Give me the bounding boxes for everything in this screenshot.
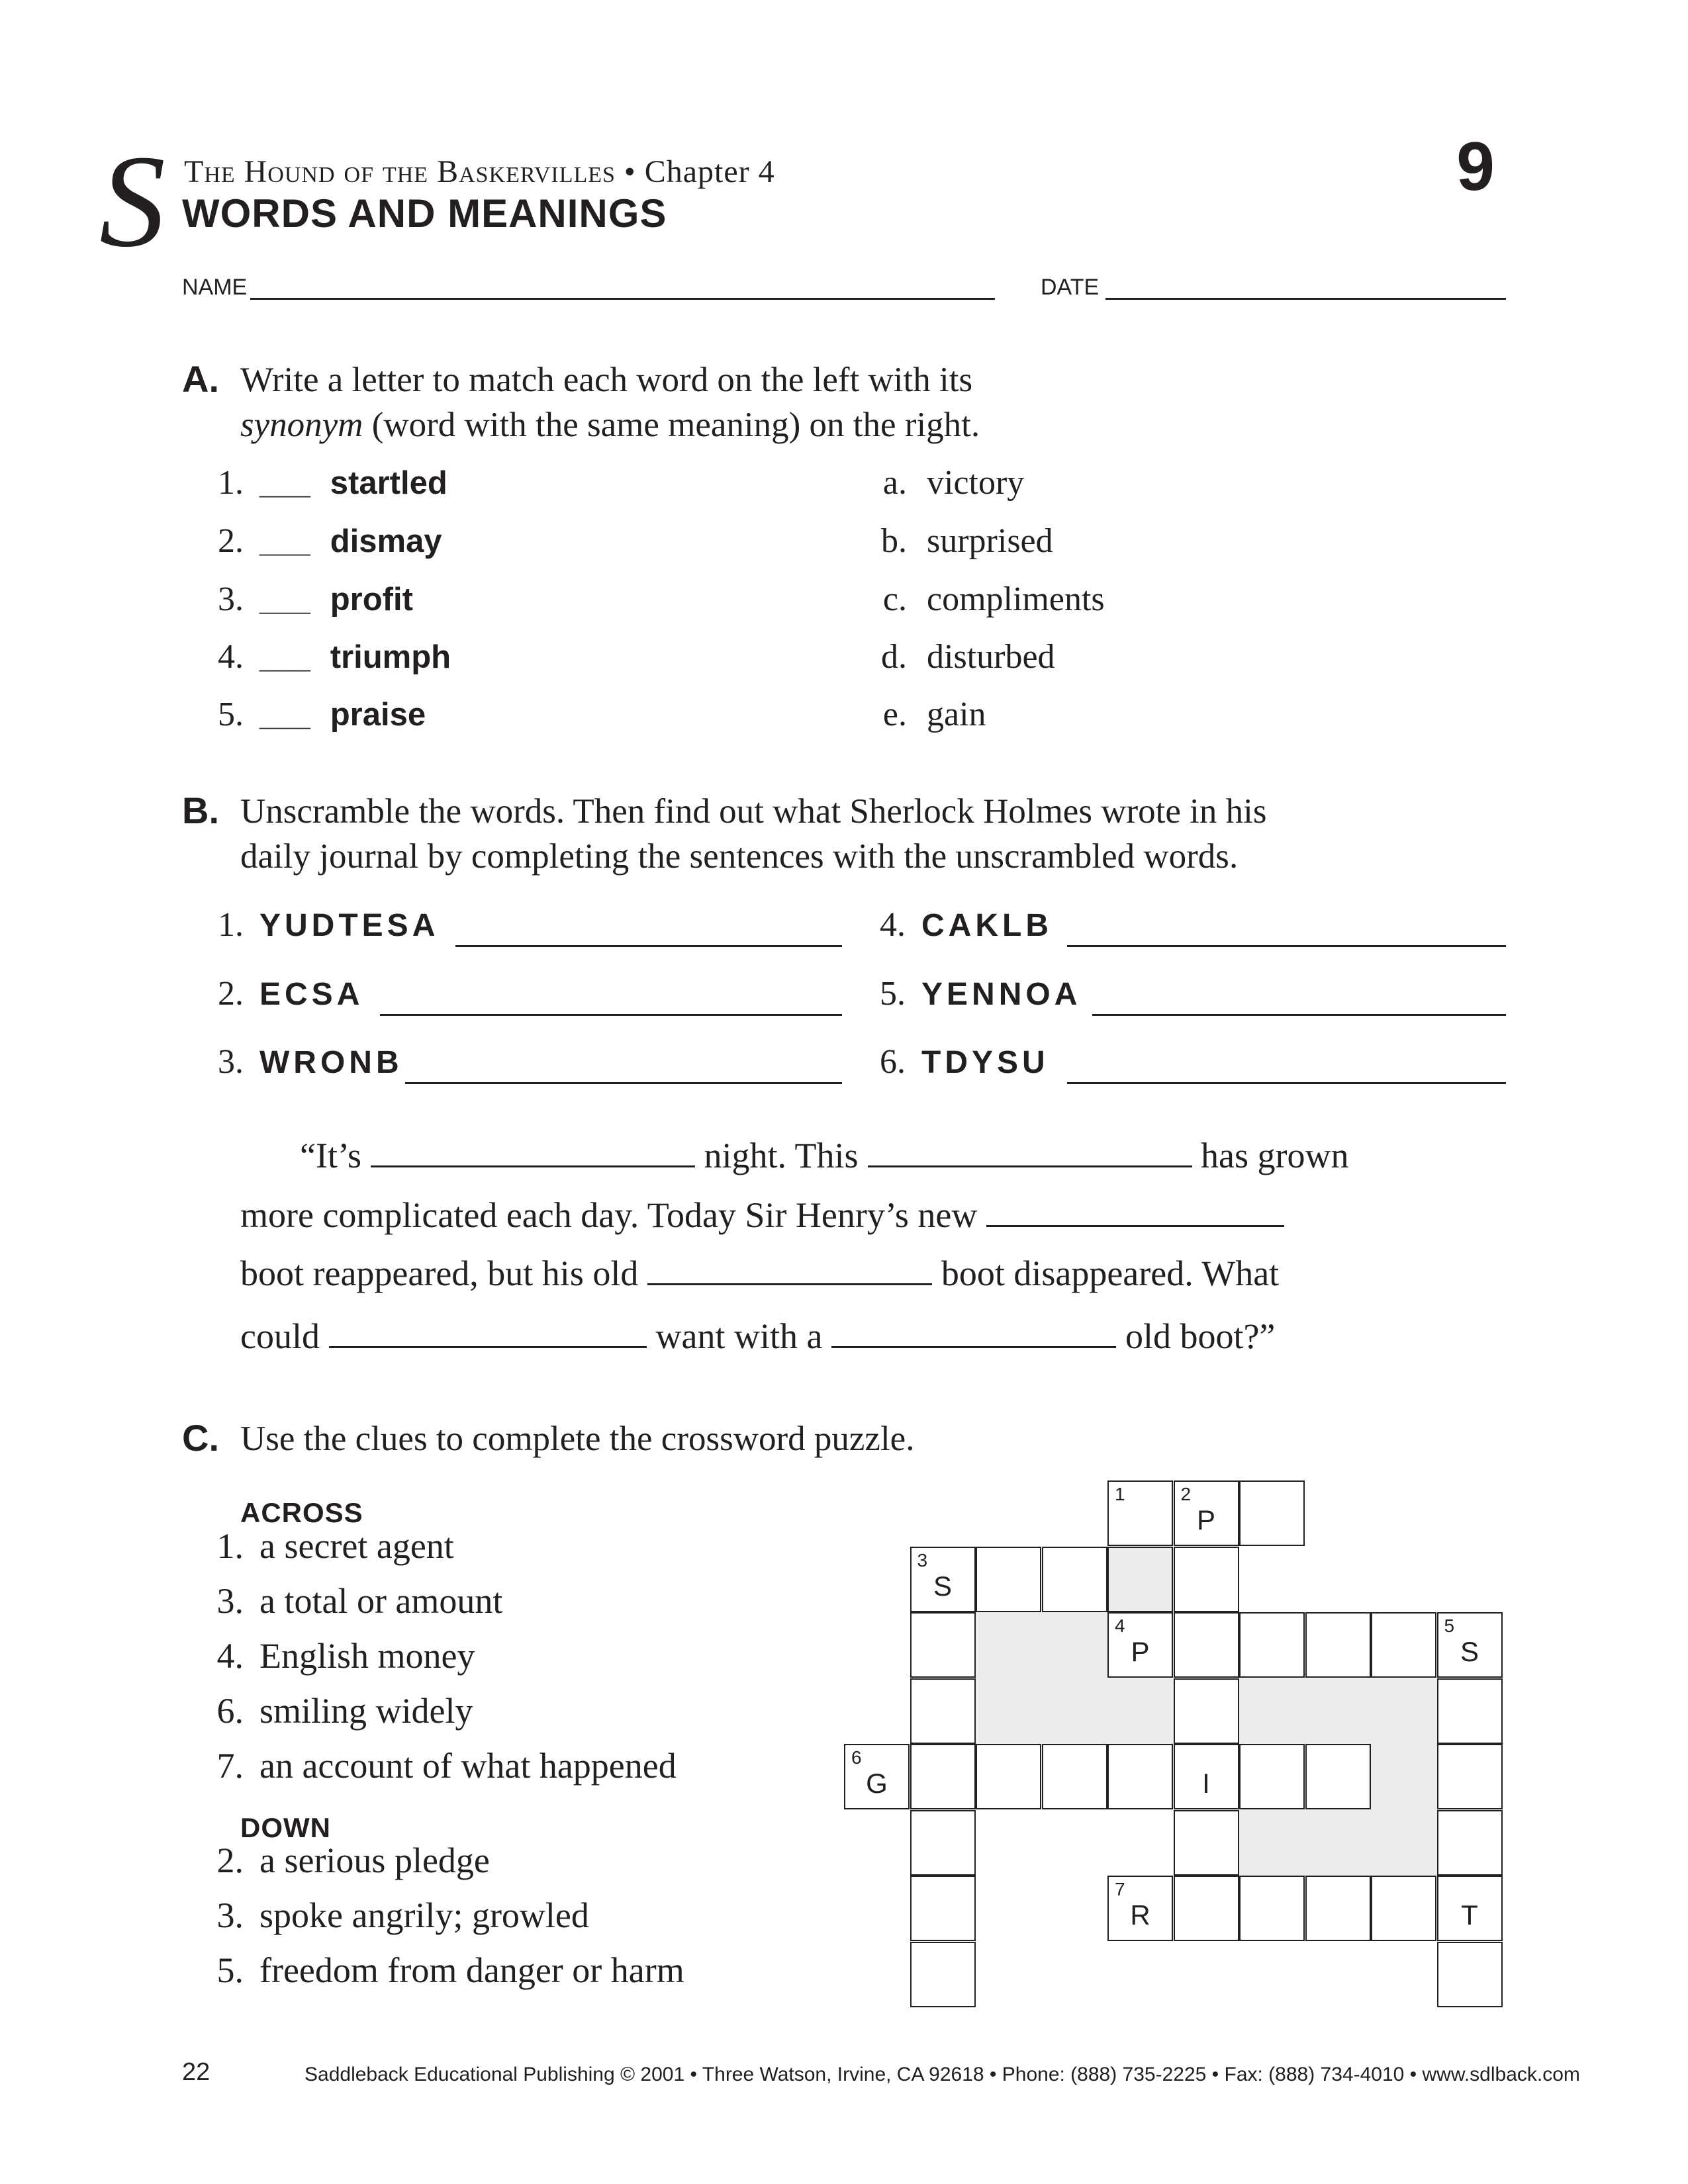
answer-line[interactable]: [380, 1014, 842, 1016]
name-field[interactable]: [250, 298, 995, 300]
crossword-cell[interactable]: [1437, 1876, 1503, 1941]
clue-number: 3.: [216, 1895, 244, 1935]
clue-row: [192, 1690, 473, 1731]
clue-number: 5.: [216, 1950, 244, 1990]
answer-blank[interactable]: ___: [259, 466, 310, 500]
paragraph-line: [240, 1195, 1284, 1236]
match-word: triumph: [330, 639, 451, 675]
answer-line[interactable]: [1067, 1082, 1506, 1084]
item-number: 1.: [218, 464, 244, 502]
scrambled-word: ECSA: [259, 977, 364, 1012]
paragraph-text: “It’s: [300, 1136, 361, 1175]
choice-text: surprised: [927, 522, 1053, 560]
shaded-area: [1239, 1678, 1437, 1745]
answer-blank[interactable]: ___: [259, 524, 310, 559]
clue-number: 3.: [216, 1581, 244, 1621]
crossword-cell[interactable]: [1042, 1547, 1107, 1612]
cell-letter: S: [933, 1570, 952, 1602]
item-number: 4.: [880, 906, 906, 944]
crossword-cell[interactable]: [910, 1810, 976, 1876]
crossword-cell[interactable]: [1107, 1876, 1173, 1941]
date-field[interactable]: [1105, 298, 1506, 300]
crossword-cell[interactable]: [1437, 1612, 1503, 1678]
choice-row: [867, 580, 1105, 619]
match-word: dismay: [330, 523, 442, 559]
answer-line[interactable]: [455, 945, 842, 947]
choice-letter: a.: [882, 464, 907, 502]
crossword-cell[interactable]: [1107, 1547, 1173, 1612]
paragraph-line: [300, 1135, 1349, 1176]
cell-letter: S: [1460, 1636, 1479, 1667]
section-a-line2-text: (word with the same meaning) on the right.: [363, 406, 980, 444]
fill-blank[interactable]: [371, 1135, 695, 1167]
clue-row: [192, 1950, 684, 1991]
answer-line[interactable]: [1092, 1014, 1506, 1016]
crossword-cell[interactable]: [910, 1678, 976, 1744]
crossword-cell[interactable]: [1437, 1678, 1503, 1744]
choice-letter: e.: [882, 696, 907, 733]
match-word: praise: [330, 697, 426, 733]
clue-text: English money: [259, 1636, 475, 1676]
crossword-cell[interactable]: [1174, 1612, 1239, 1678]
crossword-cell[interactable]: [1239, 1612, 1305, 1678]
clue-text: an account of what happened: [259, 1746, 677, 1786]
crossword-cell[interactable]: [1042, 1744, 1107, 1809]
chapter-label: • Chapter 4: [615, 154, 775, 189]
crossword-cell[interactable]: [1239, 1480, 1305, 1546]
match-row: [192, 695, 426, 734]
item-number: 6.: [880, 1043, 906, 1081]
clue-number: 1.: [216, 1526, 244, 1566]
fill-blank[interactable]: [868, 1135, 1192, 1167]
crossword-cell[interactable]: [1305, 1876, 1371, 1941]
scramble-row: [854, 974, 1081, 1013]
item-number: 2.: [218, 522, 244, 560]
clue-row: [192, 1635, 475, 1676]
section-a-letter: A.: [182, 358, 219, 400]
clue-text: a serious pledge: [259, 1841, 490, 1880]
across-heading: ACROSS: [240, 1497, 363, 1528]
scrambled-word: TDYSU: [921, 1045, 1049, 1080]
section-c-instructions: Use the clues to complete the crossword puzzle.: [240, 1420, 915, 1458]
choice-text: gain: [927, 696, 986, 733]
synonym-term: synonym: [240, 406, 363, 444]
down-heading: DOWN: [240, 1812, 331, 1843]
crossword-cell[interactable]: [1107, 1480, 1173, 1546]
match-word: startled: [330, 465, 447, 501]
clue-text: smiling widely: [259, 1691, 473, 1731]
cell-letter: I: [1202, 1768, 1210, 1799]
crossword-cell[interactable]: [910, 1876, 976, 1941]
crossword-cell[interactable]: [1174, 1744, 1239, 1809]
fill-blank[interactable]: [329, 1316, 647, 1348]
paragraph-text: has grown: [1192, 1136, 1349, 1175]
answer-blank[interactable]: ___: [259, 640, 310, 674]
crossword-cell[interactable]: [1174, 1547, 1239, 1612]
paragraph-text: boot reappeared, but his old: [240, 1253, 639, 1293]
clue-row: [192, 1525, 454, 1567]
clue-text: a secret agent: [259, 1526, 454, 1566]
clue-text: a total or amount: [259, 1581, 503, 1621]
clue-number: 6.: [216, 1691, 244, 1731]
book-title: The Hound of the Baskervilles: [184, 154, 616, 189]
section-a-line2: [240, 402, 980, 447]
answer-line[interactable]: [405, 1082, 842, 1084]
clue-row: [192, 1745, 677, 1786]
crossword-cell[interactable]: [1239, 1744, 1305, 1809]
choice-letter: d.: [881, 638, 907, 676]
crossword-cell[interactable]: [1305, 1744, 1371, 1809]
scramble-row: [192, 974, 363, 1013]
answer-line[interactable]: [1067, 945, 1506, 947]
match-row: [192, 463, 447, 502]
item-number: 2.: [218, 975, 244, 1013]
section-a-instructions: [240, 357, 980, 447]
scramble-row: [192, 1042, 403, 1081]
crossword-cell[interactable]: [1174, 1480, 1239, 1546]
clue-row: [192, 1840, 490, 1881]
cell-letter: R: [1130, 1899, 1150, 1931]
choice-row: [867, 695, 986, 734]
choice-row: [867, 463, 1024, 502]
choice-row: [867, 637, 1055, 676]
answer-blank[interactable]: ___: [259, 582, 310, 617]
page-number: 22: [182, 2058, 211, 2086]
fill-blank[interactable]: [831, 1316, 1116, 1348]
section-b-line2: daily journal by completing the sentences with the unscrambled words.: [240, 837, 1239, 876]
scramble-row: [854, 1042, 1049, 1081]
section-b-letter: B.: [182, 790, 219, 831]
match-row: [192, 580, 413, 619]
paragraph-text: boot disappeared. What: [932, 1253, 1280, 1293]
paragraph-text: could: [240, 1316, 320, 1356]
paragraph-text: more complicated each day. Today Sir Henry’s new: [240, 1195, 978, 1235]
crossword-cell[interactable]: [1437, 1942, 1503, 2007]
crossword-cell[interactable]: [910, 1942, 976, 2007]
item-number: 5.: [218, 696, 244, 733]
item-number: 5.: [880, 975, 906, 1013]
cell-letter: G: [866, 1768, 888, 1799]
crossword-cell[interactable]: [1107, 1744, 1173, 1809]
clue-text: freedom from danger or harm: [259, 1950, 684, 1990]
match-word: profit: [330, 582, 413, 617]
crossword-cell[interactable]: [910, 1612, 976, 1678]
item-number: 4.: [218, 638, 244, 676]
crossword-cell[interactable]: [844, 1744, 910, 1809]
cell-letter: P: [1131, 1636, 1150, 1667]
shaded-area: [1371, 1744, 1437, 1810]
paragraph-text: old boot?”: [1116, 1316, 1276, 1356]
clue-number: 7.: [216, 1746, 244, 1786]
paragraph-line: [240, 1253, 1279, 1294]
crossword-cell[interactable]: [1174, 1810, 1239, 1876]
choice-letter: c.: [882, 580, 907, 618]
cell-number: 2: [1180, 1484, 1192, 1504]
choice-letter: b.: [881, 522, 907, 560]
worksheet-title: WORDS AND MEANINGS: [182, 191, 667, 236]
choice-text: victory: [927, 464, 1025, 502]
item-number: 1.: [218, 906, 244, 944]
cell-number: 1: [1115, 1484, 1125, 1504]
scrambled-word: CAKLB: [921, 908, 1053, 943]
clue-row: [192, 1580, 502, 1621]
crossword-cell[interactable]: [1174, 1876, 1239, 1941]
section-c-letter: C.: [182, 1417, 219, 1459]
crossword-cell[interactable]: [1437, 1810, 1503, 1876]
scramble-row: [192, 905, 439, 944]
scrambled-word: YUDTESA: [259, 908, 440, 943]
cell-letter: T: [1461, 1899, 1478, 1931]
crossword-cell[interactable]: [1305, 1612, 1371, 1678]
shaded-area: [976, 1612, 1107, 1744]
publisher-footer: Saddleback Educational Publishing © 2001 • Three Watson, Irvine, CA 92618 • Phone: (888) 735-2225 • Fax: (888) 734-4010 • www.sdlback.com: [305, 2064, 1580, 2085]
series-title: [184, 154, 775, 190]
crossword-cell[interactable]: [910, 1744, 976, 1809]
item-number: 3.: [218, 580, 244, 618]
crossword-cell[interactable]: [976, 1547, 1041, 1612]
section-b-instructions: [240, 789, 1266, 879]
clue-number: 2.: [216, 1841, 244, 1880]
name-label: NAME: [182, 275, 248, 300]
crossword-cell[interactable]: [1371, 1876, 1436, 1941]
choice-text: disturbed: [927, 638, 1055, 676]
shaded-area: [1107, 1678, 1174, 1745]
crossword-cell[interactable]: [1174, 1678, 1239, 1744]
fill-blank[interactable]: [986, 1195, 1284, 1227]
clue-text: spoke angrily; growled: [259, 1895, 589, 1935]
crossword-cell[interactable]: [910, 1547, 976, 1612]
scramble-row: [854, 905, 1053, 944]
section-a-line1: Write a letter to match each word on the left with its: [240, 361, 973, 399]
match-row: [192, 637, 451, 676]
answer-blank[interactable]: ___: [259, 698, 310, 732]
cell-number: 4: [1115, 1615, 1125, 1636]
choice-text: compliments: [927, 580, 1105, 618]
item-number: 3.: [218, 1043, 244, 1081]
crossword-cell[interactable]: [1437, 1744, 1503, 1809]
fill-blank[interactable]: [647, 1253, 932, 1285]
scrambled-word: YENNOA: [921, 977, 1082, 1012]
publisher-logo: S: [99, 128, 165, 275]
cell-number: 6: [851, 1747, 862, 1768]
crossword-cell[interactable]: [1107, 1612, 1173, 1678]
crossword-cell[interactable]: [1239, 1876, 1305, 1941]
paragraph-text: night. This: [694, 1136, 859, 1175]
crossword-cell[interactable]: [976, 1744, 1041, 1809]
crossword-cell[interactable]: [1371, 1612, 1436, 1678]
date-label: DATE: [1041, 275, 1100, 300]
clue-row: [192, 1895, 589, 1936]
choice-row: [867, 522, 1053, 561]
paragraph-line: [240, 1316, 1275, 1357]
cell-number: 3: [917, 1549, 928, 1570]
cell-number: 7: [1115, 1879, 1125, 1899]
worksheet-number: 9: [1456, 128, 1495, 205]
paragraph-text: want with a: [646, 1316, 823, 1356]
clue-number: 4.: [216, 1636, 244, 1676]
cell-letter: P: [1196, 1504, 1215, 1535]
match-row: [192, 522, 442, 561]
shaded-area: [1239, 1810, 1437, 1876]
cell-number: 5: [1444, 1615, 1455, 1636]
section-b-line1: Unscramble the words. Then find out what Sherlock Holmes wrote in his: [240, 792, 1267, 831]
scrambled-word: WRONB: [259, 1045, 403, 1080]
